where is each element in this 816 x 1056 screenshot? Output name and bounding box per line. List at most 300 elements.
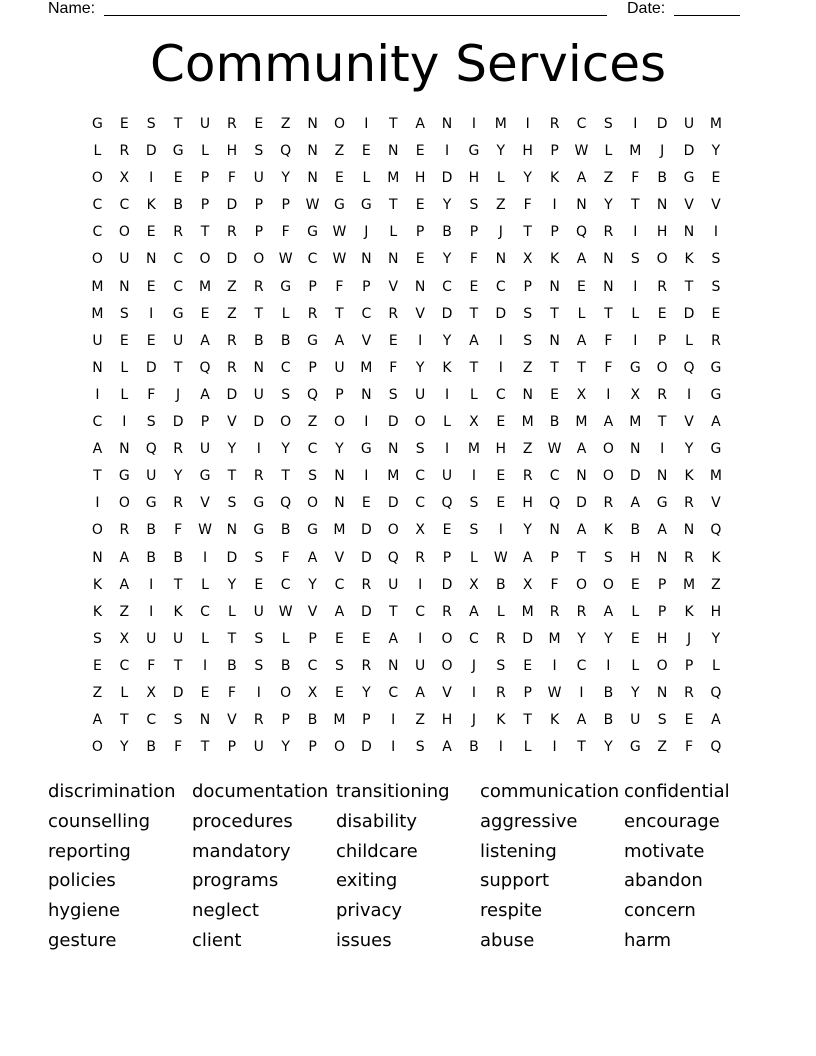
grid-letter: Z (227, 305, 237, 322)
grid-letter: I (149, 576, 154, 593)
grid-letter: D (226, 549, 238, 566)
grid-letter: U (415, 657, 426, 674)
grid-letter: R (657, 278, 668, 295)
grid-letter: T (550, 359, 559, 376)
grid-letter: V (334, 549, 345, 566)
date-label: Date: (627, 0, 666, 17)
grid-letter: E (335, 170, 344, 187)
grid-letter: S (469, 495, 479, 512)
grid-letter: I (498, 739, 503, 756)
grid-letter: Y (442, 251, 452, 268)
grid-letter: Y (684, 441, 694, 458)
grid-letter: A (576, 712, 587, 729)
grid-letter: O (333, 414, 345, 431)
grid-letter: D (145, 143, 157, 160)
grid-letter: Y (362, 684, 371, 701)
grid-letter: R (253, 712, 264, 729)
grid-letter: S (254, 143, 264, 160)
grid-letter: S (415, 739, 425, 756)
grid-letter: D (495, 305, 507, 322)
grid-letter: R (576, 603, 587, 620)
letter-grid (84, 111, 729, 761)
word-list-item: gesture (48, 929, 117, 951)
grid-letter: F (631, 170, 640, 187)
grid-letter: K (442, 359, 452, 376)
grid-letter: O (253, 251, 265, 268)
grid-letter: L (281, 630, 290, 647)
grid-letter: G (145, 495, 157, 512)
grid-letter: O (333, 116, 345, 132)
grid-letter: G (468, 143, 480, 160)
grid-letter: G (334, 197, 345, 214)
grid-letter: K (603, 522, 613, 539)
grid-letter: J (176, 386, 181, 403)
grid-letter: P (523, 684, 532, 701)
grid-letter: S (711, 251, 721, 268)
grid-letter: N (495, 251, 507, 268)
grid-letter: P (254, 197, 264, 214)
grid-letter: V (227, 712, 237, 729)
grid-letter: I (525, 116, 530, 132)
grid-letter: E (93, 657, 102, 674)
word-list-item: exiting (336, 870, 398, 892)
grid-letter: P (415, 224, 425, 241)
word-list-item: aggressive (480, 810, 578, 832)
grid-letter: O (656, 359, 668, 376)
grid-letter: M (629, 414, 642, 431)
grid-letter: N (119, 278, 130, 295)
grid-letter: W (332, 251, 347, 268)
grid-row (84, 246, 729, 273)
grid-row (84, 572, 729, 599)
grid-letter: J (471, 657, 476, 674)
word-list-item: discrimination (48, 781, 176, 802)
grid-letter: V (442, 684, 452, 701)
grid-letter: O (656, 251, 668, 268)
grid-letter: Z (711, 576, 721, 593)
grid-letter: H (710, 603, 722, 620)
grid-letter: J (498, 224, 503, 241)
grid-letter: E (523, 657, 533, 674)
grid-letter: P (684, 657, 694, 674)
grid-letter: D (360, 549, 372, 566)
grid-letter: A (603, 603, 614, 620)
grid-letter: P (523, 278, 532, 295)
grid-letter: P (308, 278, 317, 295)
grid-letter: E (415, 197, 425, 214)
grid-letter: Y (281, 441, 290, 458)
grid-letter: O (333, 739, 345, 756)
grid-letter: T (227, 630, 237, 647)
grid-letter: I (686, 386, 692, 403)
grid-letter: L (496, 603, 505, 620)
word-list-item: childcare (336, 840, 418, 862)
grid-letter: C (442, 278, 452, 295)
grid-letter: I (418, 630, 423, 647)
grid-letter: E (496, 495, 506, 512)
grid-letter: I (444, 143, 450, 160)
grid-letter: R (227, 359, 237, 376)
grid-letter: R (415, 549, 425, 566)
grid-letter: P (281, 712, 290, 729)
grid-letter: P (550, 143, 559, 160)
word-list-item: disability (336, 810, 417, 832)
word-list-item: procedures (192, 810, 293, 832)
grid-letter: Y (523, 170, 532, 187)
grid-letter: D (172, 414, 184, 431)
grid-letter: M (333, 522, 346, 539)
grid-letter: W (574, 143, 589, 160)
word-list-item: motivate (624, 840, 705, 862)
grid-letter: E (361, 495, 371, 512)
grid-letter: T (173, 576, 183, 593)
grid-letter: S (603, 549, 613, 566)
grid-letter: B (603, 684, 614, 701)
grid-letter: A (630, 495, 641, 512)
grid-letter: P (362, 278, 371, 295)
grid-letter: O (118, 495, 130, 512)
grid-letter: D (145, 359, 157, 376)
grid-row (84, 734, 729, 761)
grid-letter: N (253, 359, 265, 376)
grid-letter: U (253, 603, 264, 620)
grid-letter: L (362, 170, 371, 187)
grid-letter: C (576, 116, 587, 132)
grid-letter: X (469, 414, 479, 431)
grid-letter: D (226, 197, 238, 214)
grid-letter: U (683, 116, 695, 132)
grid-letter: E (335, 684, 344, 701)
grid-letter: T (335, 305, 344, 322)
grid-letter: A (388, 630, 399, 647)
grid-letter: F (174, 739, 183, 756)
grid-letter: B (496, 576, 506, 593)
grid-letter: I (391, 712, 396, 729)
grid-letter: A (334, 332, 345, 349)
grid-letter: E (361, 630, 371, 647)
word-list-item: respite (480, 900, 543, 922)
grid-letter: A (92, 441, 103, 458)
grid-letter: U (119, 251, 130, 268)
grid-letter: P (469, 224, 479, 241)
grid-letter: N (388, 251, 399, 268)
grid-letter: T (254, 305, 264, 322)
grid-letter: A (603, 414, 614, 431)
grid-letter: R (388, 305, 399, 322)
grid-letter: M (575, 414, 588, 431)
grid-letter: Z (496, 197, 506, 214)
grid-letter: A (576, 522, 587, 539)
grid-letter: J (660, 143, 665, 160)
grid-letter: C (549, 468, 560, 485)
grid-letter: A (334, 603, 345, 620)
grid-letter: H (656, 630, 668, 647)
grid-letter: C (92, 197, 103, 214)
grid-letter: Z (227, 278, 237, 295)
grid-letter: W (493, 549, 508, 566)
grid-row (84, 680, 729, 707)
grid-letter: E (657, 305, 667, 322)
grid-letter: R (253, 468, 264, 485)
grid-letter: Z (522, 359, 533, 376)
grid-letter: S (469, 197, 479, 214)
grid-letter: R (495, 684, 506, 701)
grid-letter: E (254, 576, 264, 593)
grid-letter: M (521, 603, 534, 620)
grid-letter: O (91, 251, 103, 268)
word-list-item: communication (480, 781, 620, 802)
grid-letter: W (198, 522, 212, 539)
grid-letter: K (684, 603, 694, 620)
grid-letter: O (414, 414, 426, 431)
grid-letter: N (334, 468, 345, 485)
grid-letter: X (576, 386, 587, 403)
grid-letter: U (146, 468, 157, 485)
grid-letter: Z (119, 603, 130, 620)
grid-letter: F (550, 576, 559, 593)
grid-letter: N (683, 224, 695, 241)
grid-letter: X (469, 576, 479, 593)
grid-letter: N (307, 116, 318, 132)
grid-letter: K (146, 197, 156, 214)
grid-letter: Y (173, 468, 183, 485)
grid-letter: N (388, 441, 399, 458)
grid-letter: E (711, 305, 721, 322)
grid-letter: R (495, 630, 506, 647)
grid-letter: Y (227, 576, 237, 593)
grid-letter: I (498, 332, 503, 349)
grid-letter: U (146, 630, 157, 647)
grid-letter: T (604, 305, 613, 322)
grid-letter: I (579, 684, 584, 701)
grid-letter: R (227, 332, 237, 349)
grid-letter: O (307, 495, 319, 512)
grid-letter: V (415, 305, 425, 322)
grid-letter: O (280, 414, 292, 431)
grid-row (84, 219, 729, 246)
grid-letter: M (387, 468, 400, 485)
grid-letter: D (226, 386, 238, 403)
grid-letter: I (606, 657, 611, 674)
grid-letter: S (469, 522, 479, 539)
grid-letter: H (522, 495, 533, 512)
grid-letter: D (629, 468, 641, 485)
grid-letter: Z (603, 170, 614, 187)
grid-letter: S (227, 495, 237, 512)
grid-letter: M (682, 576, 696, 593)
grid-letter: Y (281, 170, 290, 187)
grid-letter: R (361, 576, 372, 593)
grid-letter: L (120, 386, 129, 403)
grid-letter: C (280, 359, 291, 376)
grid-letter: J (364, 224, 369, 241)
grid-letter: L (120, 684, 129, 701)
grid-letter: V (227, 414, 237, 431)
grid-letter: U (630, 712, 641, 729)
grid-letter: G (656, 495, 668, 512)
word-list-item: encourage (624, 810, 720, 832)
grid-letter: V (361, 332, 372, 349)
grid-letter: D (360, 739, 372, 756)
grid-letter: K (684, 251, 694, 268)
grid-letter: V (200, 495, 210, 512)
grid-letter: R (657, 386, 668, 403)
grid-letter: T (227, 468, 237, 485)
grid-letter: S (308, 468, 318, 485)
grid-letter: Q (145, 441, 157, 458)
grid-letter: I (498, 359, 503, 376)
grid-letter: G (199, 468, 211, 485)
grid-row (84, 436, 729, 463)
grid-row (84, 192, 729, 219)
grid-letter: K (92, 576, 103, 593)
grid-letter: P (308, 739, 317, 756)
grid-letter: T (577, 739, 586, 756)
grid-letter: P (657, 576, 667, 593)
grid-letter: V (307, 603, 318, 620)
grid-letter: W (332, 224, 347, 241)
grid-letter: B (280, 522, 291, 539)
grid-letter: R (549, 116, 560, 132)
grid-letter: P (308, 630, 317, 647)
grid-letter: R (173, 224, 183, 241)
grid-letter: N (576, 468, 587, 485)
grid-letter: Q (280, 495, 292, 512)
grid-letter: E (496, 468, 506, 485)
grid-letter: A (576, 441, 587, 458)
grid-letter: B (227, 657, 237, 674)
grid-letter: Y (711, 630, 721, 647)
grid-letter: A (307, 549, 318, 566)
grid-letter: S (173, 712, 183, 729)
grid-letter: R (119, 522, 130, 539)
grid-letter: B (549, 414, 560, 431)
word-list-item: support (480, 870, 550, 892)
grid-letter: O (441, 630, 453, 647)
grid-letter: N (630, 441, 641, 458)
word-list-item: issues (336, 929, 392, 951)
grid-letter: K (711, 549, 721, 566)
grid-letter: N (656, 197, 668, 214)
grid-letter: L (281, 305, 290, 322)
grid-letter: T (684, 278, 694, 295)
grid-letter: Z (334, 143, 345, 160)
worksheet-header (48, 0, 768, 20)
grid-letter: W (547, 684, 562, 701)
grid-letter: D (522, 630, 534, 647)
grid-letter: C (576, 657, 587, 674)
grid-letter: E (200, 684, 210, 701)
grid-letter: Y (227, 441, 237, 458)
grid-letter: I (471, 684, 476, 701)
grid-letter: L (631, 603, 640, 620)
grid-letter: R (684, 549, 694, 566)
grid-letter: I (552, 657, 557, 674)
grid-letter: M (548, 630, 561, 647)
grid-letter: Q (549, 495, 561, 512)
grid-letter: N (656, 468, 668, 485)
grid-letter: I (633, 278, 638, 295)
grid-letter: F (147, 386, 156, 403)
grid-letter: J (686, 630, 692, 647)
grid-letter: T (173, 359, 183, 376)
grid-letter: I (149, 603, 154, 620)
grid-letter: E (146, 278, 156, 295)
grid-letter: I (391, 739, 396, 756)
grid-letter: I (660, 441, 665, 458)
grid-letter: L (496, 170, 505, 187)
grid-letter: N (307, 170, 318, 187)
grid-letter: X (307, 684, 318, 701)
grid-letter: R (119, 143, 130, 160)
grid-letter: T (523, 712, 532, 729)
grid-letter: U (199, 116, 211, 132)
grid-letter: I (364, 116, 369, 132)
grid-letter: C (415, 495, 426, 512)
grid-letter: G (172, 305, 184, 322)
grid-letter: P (657, 603, 667, 620)
grid-letter: N (441, 116, 453, 132)
grid-letter: Y (415, 359, 425, 376)
grid-letter: L (685, 332, 693, 349)
grid-letter: C (415, 468, 426, 485)
grid-letter: F (281, 224, 290, 241)
grid-row (84, 707, 729, 734)
word-list-item: documentation (192, 781, 329, 802)
grid-row (84, 626, 729, 653)
grid-row (84, 653, 729, 680)
grid-letter: G (360, 441, 372, 458)
word-list-item: harm (624, 929, 672, 951)
grid-letter: O (602, 441, 614, 458)
grid-letter: S (93, 630, 102, 647)
grid-letter: F (335, 278, 344, 295)
grid-letter: G (280, 278, 292, 295)
grid-row (84, 165, 729, 192)
grid-letter: Z (522, 441, 533, 458)
grid-letter: H (468, 170, 480, 187)
grid-letter: T (281, 468, 290, 485)
grid-row (84, 382, 729, 409)
grid-letter: P (362, 712, 371, 729)
grid-letter: I (95, 386, 100, 403)
grid-letter: L (443, 414, 451, 431)
grid-letter: L (201, 143, 209, 160)
grid-letter: D (360, 522, 372, 539)
grid-letter: G (172, 143, 184, 160)
grid-letter: I (633, 332, 638, 349)
grid-letter: C (307, 441, 318, 458)
grid-letter: F (469, 251, 478, 268)
grid-letter: F (604, 332, 613, 349)
grid-letter: M (360, 359, 373, 376)
grid-letter: R (549, 603, 560, 620)
grid-row (84, 490, 729, 517)
grid-letter: D (683, 143, 695, 160)
grid-letter: C (307, 657, 318, 674)
grid-letter: M (333, 712, 346, 729)
grid-letter: O (280, 684, 292, 701)
grid-letter: L (470, 549, 478, 566)
grid-letter: G (92, 116, 103, 132)
grid-letter: Y (281, 739, 290, 756)
grid-letter: N (145, 251, 157, 268)
grid-letter: Y (577, 630, 586, 647)
grid-letter: S (657, 712, 667, 729)
grid-letter: I (498, 522, 503, 539)
grid-letter: O (118, 224, 130, 241)
grid-letter: E (550, 386, 560, 403)
